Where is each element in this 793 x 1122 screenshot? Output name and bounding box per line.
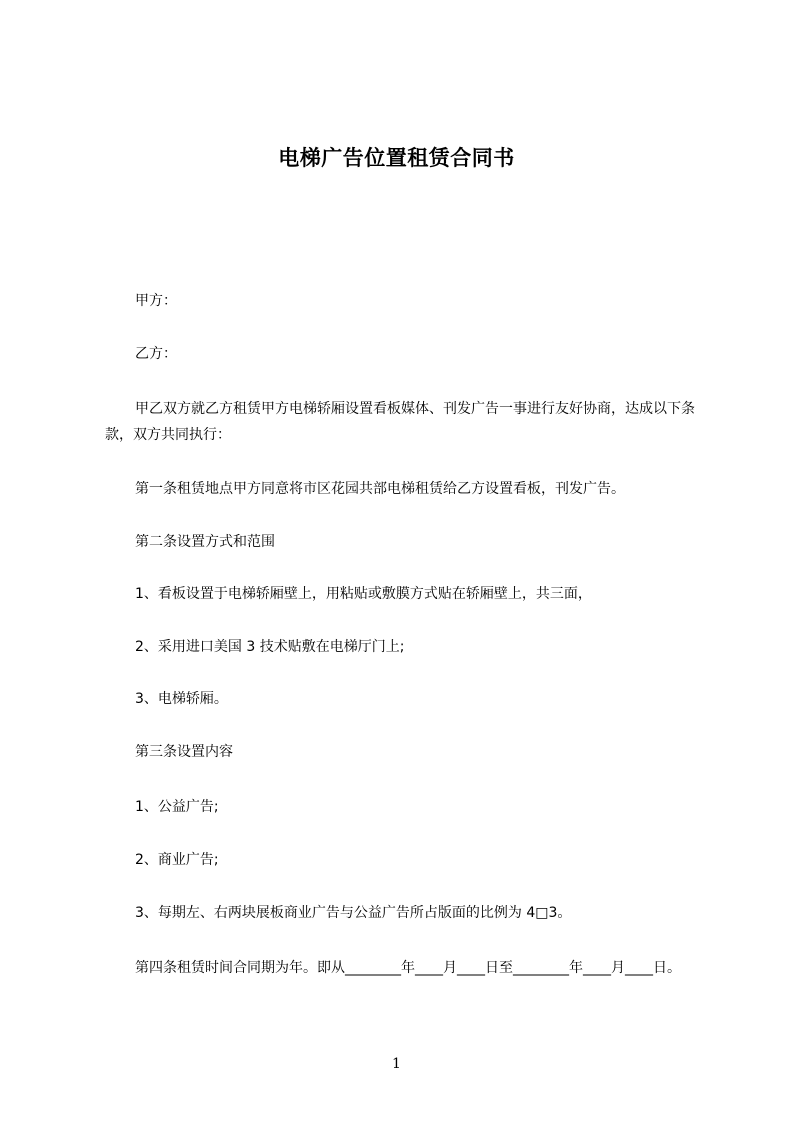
document-title: 电梯广告位置租赁合同书	[278, 146, 515, 170]
article-2-item-2: 2、采用进口美国 3 技术贴敷在电梯厅门上;	[135, 639, 405, 655]
article-4: 第四条租赁时间合同期为年。即从________年____月____日至________年____月____日。	[135, 960, 681, 976]
article-2-item-3: 3、电梯轿厢。	[135, 691, 228, 707]
article-2-title: 第二条设置方式和范围	[135, 534, 275, 550]
article-3-item-2: 2、商业广告;	[135, 852, 219, 868]
article-3-item-3: 3、每期左、右两块展板商业广告与公益广告所占版面的比例为 4□3。	[135, 905, 572, 921]
party-a-line: 甲方：	[135, 293, 177, 309]
party-b-line: 乙方：	[135, 346, 177, 362]
page-number: 1	[392, 1056, 401, 1072]
article-3-title: 第三条设置内容	[135, 744, 233, 760]
intro-paragraph: 甲乙双方就乙方租赁甲方电梯轿厢设置看板媒体、刊发广告一事进行友好协商，达成以下条款，双方共同执行：	[105, 401, 695, 443]
article-1: 第一条租赁地点甲方同意将市区花园共部电梯租赁给乙方设置看板，刊发广告。	[135, 481, 625, 497]
article-2-item-1: 1、看板设置于电梯轿厢壁上，用粘贴或敷膜方式贴在轿厢壁上，共三面，	[135, 586, 592, 602]
article-3-item-1: 1、公益广告;	[135, 799, 219, 815]
